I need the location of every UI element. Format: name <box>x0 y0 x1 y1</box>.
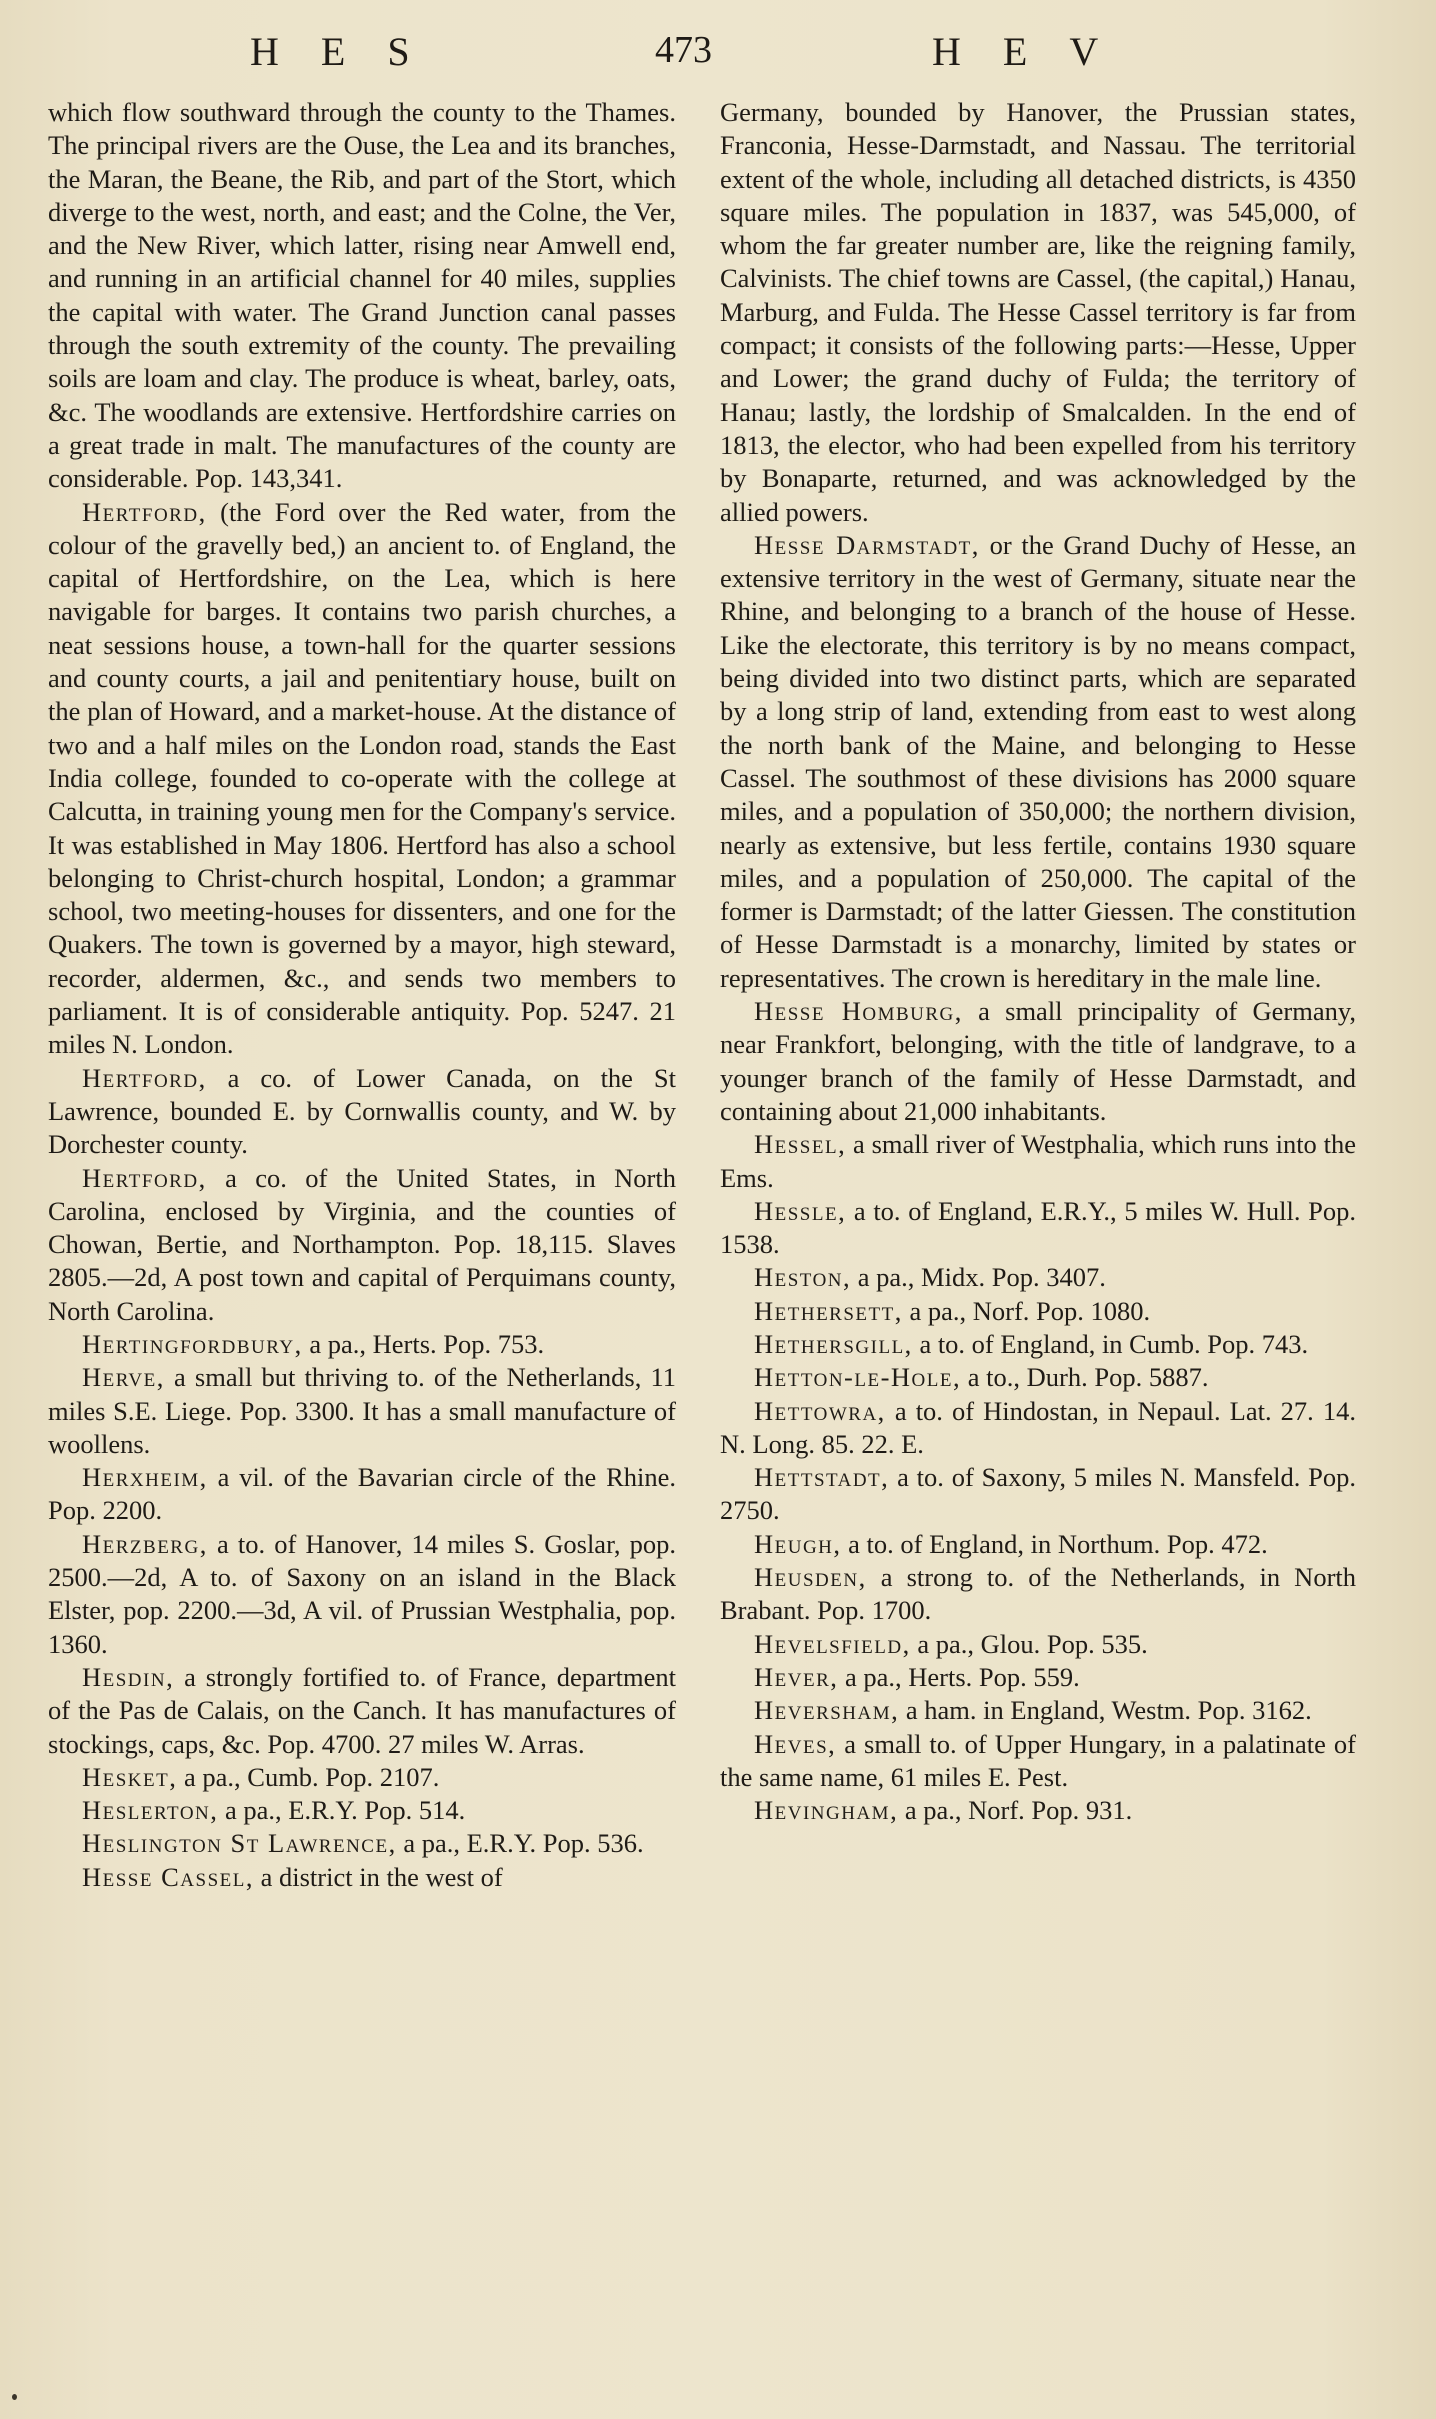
entry-text: a strong to. of the Netherlands, in North Brabant. Pop. 1700. <box>720 1562 1356 1626</box>
entry <box>720 96 1356 529</box>
entry-text: Germany, bounded by Hanover, the Prussian states, Franconia, Hesse-Darmstadt, and Nassau. The territorial extent of the whole, including all detached districts, is 4350 square miles. The population in 1837, was 545,000, of whom the far greater number are, like the reigning family, Calvinists. The chief towns are Cassel, (the capital,) Hanau, Marburg, and Fulda. The Hesse Cassel territory is far from compact; it consists of the following parts:—Hesse, Upper and Lower; the grand duchy of Fulda; the territory of Hanau; lastly, the lordship of Smalcalden. In the end of 1813, the elector, who had been expelled from his territory by Bonaparte, returned, and was acknowledged by the allied powers. <box>720 97 1356 527</box>
entry <box>48 1761 676 1794</box>
entry <box>720 1395 1356 1462</box>
entry-headword: Hevingham, <box>754 1795 899 1826</box>
entry-headword: Heversham, <box>754 1695 900 1726</box>
entry <box>48 1461 676 1528</box>
entry-headword: Hesse Homburg, <box>754 996 963 1027</box>
entry-text: a small river of Westphalia, which runs into the Ems. <box>720 1129 1356 1193</box>
entry <box>720 529 1356 995</box>
entry <box>720 995 1356 1128</box>
page-number: 473 <box>655 29 712 71</box>
entry <box>720 1661 1356 1694</box>
entry-headword: Hertford, <box>82 496 207 527</box>
entry <box>720 1195 1356 1262</box>
entry <box>48 1162 676 1328</box>
entry-headword: Hethersgill, <box>754 1328 913 1359</box>
entry-headword: Hevelsfield, <box>754 1628 911 1659</box>
entry <box>720 1295 1356 1328</box>
entry-text: a co. of Lower Canada, on the St Lawrence, bounded E. by Cornwallis county, and W. by Dorchester county. <box>48 1062 676 1160</box>
entry-text: a pa., Norf. Pop. 1080. <box>902 1295 1151 1326</box>
entry-headword: Hettowra, <box>754 1395 886 1426</box>
entry-headword: Hethersett, <box>754 1295 903 1326</box>
entry-headword: Herzberg, <box>82 1528 208 1559</box>
entry <box>720 1361 1356 1394</box>
entry <box>48 1794 676 1827</box>
entry-text: a pa., Midx. Pop. 3407. <box>851 1262 1106 1293</box>
entry-text: a small but thriving to. of the Netherlands, 11 miles S.E. Liege. Pop. 3300. It has a small manufacture of woollens. <box>48 1362 676 1459</box>
entry-headword: Heslington St Lawrence, <box>82 1828 397 1859</box>
entry-text: a to. of England, E.R.Y., 5 miles W. Hull. Pop. 1538. <box>720 1195 1356 1260</box>
entry <box>48 96 676 496</box>
entry <box>720 1694 1356 1727</box>
entry-headword: Heugh, <box>754 1528 842 1559</box>
entry-headword: Hertford, <box>82 1162 207 1193</box>
entry-text: a to. of Hanover, 14 miles S. Goslar, pop. 2500.—2d, A to. of Saxony on an island in the Black Elster, pop. 2200.—3d, A vil. of Prussian Westphalia, pop. 1360. <box>48 1528 676 1659</box>
entry <box>48 496 676 1062</box>
header-left-word: HES <box>250 29 452 74</box>
entry-headword: Herve, <box>82 1362 165 1393</box>
entry-text: a pa., Norf. Pop. 931. <box>898 1795 1133 1826</box>
entry-headword: Hetton-le-Hole, <box>754 1362 962 1393</box>
entry <box>720 1794 1356 1827</box>
entry <box>720 1561 1356 1628</box>
entry-headword: Heves, <box>754 1728 837 1759</box>
entry-headword: Hessel, <box>754 1129 847 1160</box>
entry-text: a small principality of Germany, near Frankfort, belonging, with the title of landgrave, to a younger branch of the family of Hesse Darmstadt, and containing about 21,000 inhabitants. <box>720 996 1356 1126</box>
entry-text: a to. of Saxony, 5 miles N. Mansfeld. Pop. 2750. <box>720 1462 1356 1526</box>
entry-text: a pa., Herts. Pop. 753. <box>302 1328 545 1359</box>
entry <box>720 1328 1356 1361</box>
entry-text: a small to. of Upper Hungary, in a palatinate of the same name, 61 miles E. Pest. <box>720 1728 1356 1792</box>
entry-text: a pa., Glou. Pop. 535. <box>910 1628 1148 1659</box>
entry <box>720 1628 1356 1661</box>
entry <box>48 1827 676 1860</box>
entry-headword: Hettstadt, <box>754 1462 890 1493</box>
entry-headword: Hertford, <box>82 1062 207 1093</box>
entry <box>48 1661 676 1761</box>
entry-text: a pa., Herts. Pop. 559. <box>838 1661 1080 1692</box>
entry-text: a to., Durh. Pop. 5887. <box>961 1362 1209 1393</box>
entry-headword: Hesket, <box>82 1761 178 1792</box>
right-column <box>720 96 1356 1827</box>
entry <box>720 1461 1356 1528</box>
entry-headword: Heston, <box>754 1262 852 1293</box>
entry <box>720 1261 1356 1294</box>
left-column <box>48 96 676 1894</box>
entry-text: a vil. of the Bavarian circle of the Rhine. Pop. 2200. <box>48 1462 676 1526</box>
entry-headword: Hertingfordbury, <box>82 1328 303 1359</box>
entry-text: a strongly fortified to. of France, department of the Pas de Calais, on the Canch. It has manufactures of stockings, caps, &c. Pop. 4700. 27 miles W. Arras. <box>48 1661 676 1759</box>
entry-text: a to. of Hindostan, in Nepaul. Lat. 27. 14. N. Long. 85. 22. E. <box>720 1395 1356 1459</box>
entry-text: (the Ford over the Red water, from the colour of the gravelly bed,) an ancient to. of England, the capital of Hertfordshire, on the Lea, which is here navigable for barges. It contains two parish churches, a neat sessions house, a town-hall for the quarter sessions and county courts, a jail and penitentiary house, built on the plan of Howard, and a market-house. At the distance of two and a half miles on the London road, stands the East India college, founded to co-operate with the college at Calcutta, in training young men for the Company's service. It was established in May 1806. Hertford has also a school belonging to Christ-church hospital, London; a grammar school, two meeting-houses for dissenters, and one for the Quakers. The town is governed by a mayor, high steward, recorder, aldermen, &c., and sends two members to parliament. It is of considerable antiquity. Pop. 5247. 21 miles N. London. <box>48 496 676 1060</box>
entry <box>48 1361 676 1461</box>
entry-text: a ham. in England, Westm. Pop. 3162. <box>899 1695 1312 1726</box>
entry-headword: Herxheim, <box>82 1462 208 1493</box>
entry-headword: Hesse Cassel, <box>82 1861 254 1892</box>
entry-text: a co. of the United States, in North Carolina, enclosed by Virginia, and the counties of Chowan, Bertie, and Northampton. Pop. 18,115. Slaves 2805.—2d, A post town and capital of Perquimans county, North Carolina. <box>48 1162 676 1326</box>
entry-headword: Hever, <box>754 1661 839 1692</box>
entry-text: or the Grand Duchy of Hesse, an extensive territory in the west of Germany, situate near the Rhine, and belonging to a branch of the house of Hesse. Like the electorate, this territory is by no means compact, being divided into two distinct parts, which are separated by a long strip of land, extending from east to west along the north bank of the Maine, and belonging to Hesse Cassel. The southmost of these divisions has 2000 square miles, and a population of 350,000; the northern division, nearly as extensive, but less fertile, contains 1930 square miles, and a population of 250,000. The capital of the former is Darmstadt; of the latter Giessen. The constitution of Hesse Darmstadt is a monarchy, limited by states or representatives. The crown is hereditary in the male line. <box>720 529 1357 993</box>
entry-text: which flow southward through the county to the Thames. The principal rivers are the Ouse, the Lea and its branches, the Maran, the Beane, the Rib, and part of the Stort, which diverge to the west, north, and east; and the Colne, the Ver, and the New River, which latter, rising near Amwell end, and running in an artificial channel for 40 miles, supplies the capital with water. The Grand Junction canal passes through the south extremity of the county. The prevailing soils are loam and clay. The produce is wheat, barley, oats, &c. The woodlands are extensive. Hertfordshire carries on a great trade in malt. The manufactures of the county are considerable. Pop. 143,341. <box>48 97 676 494</box>
entry-text: a district in the west of <box>253 1861 503 1892</box>
entry-text: a to. of England, in Northum. Pop. 472. <box>841 1528 1268 1559</box>
header-right-word: HEV <box>932 29 1141 74</box>
entry-headword: Hesse Darmstadt, <box>754 529 980 560</box>
entry-headword: Heslerton, <box>82 1795 219 1826</box>
entry <box>48 1328 676 1361</box>
entry <box>48 1861 676 1894</box>
entry <box>48 1528 676 1661</box>
entry-text: a pa., E.R.Y. Pop. 536. <box>396 1828 644 1859</box>
running-head <box>0 28 1436 88</box>
entry <box>720 1728 1356 1795</box>
entry-headword: Hesdin, <box>82 1661 175 1692</box>
ink-speck <box>12 2394 17 2400</box>
entry-text: a pa., E.R.Y. Pop. 514. <box>218 1795 466 1826</box>
entry <box>48 1062 676 1162</box>
entry <box>720 1128 1356 1195</box>
entry-text: a to. of England, in Cumb. Pop. 743. <box>912 1328 1309 1359</box>
entry-headword: Heusden, <box>754 1562 867 1593</box>
entry <box>720 1528 1356 1561</box>
entry-text: a pa., Cumb. Pop. 2107. <box>177 1761 440 1792</box>
entry-headword: Hessle, <box>754 1195 847 1226</box>
